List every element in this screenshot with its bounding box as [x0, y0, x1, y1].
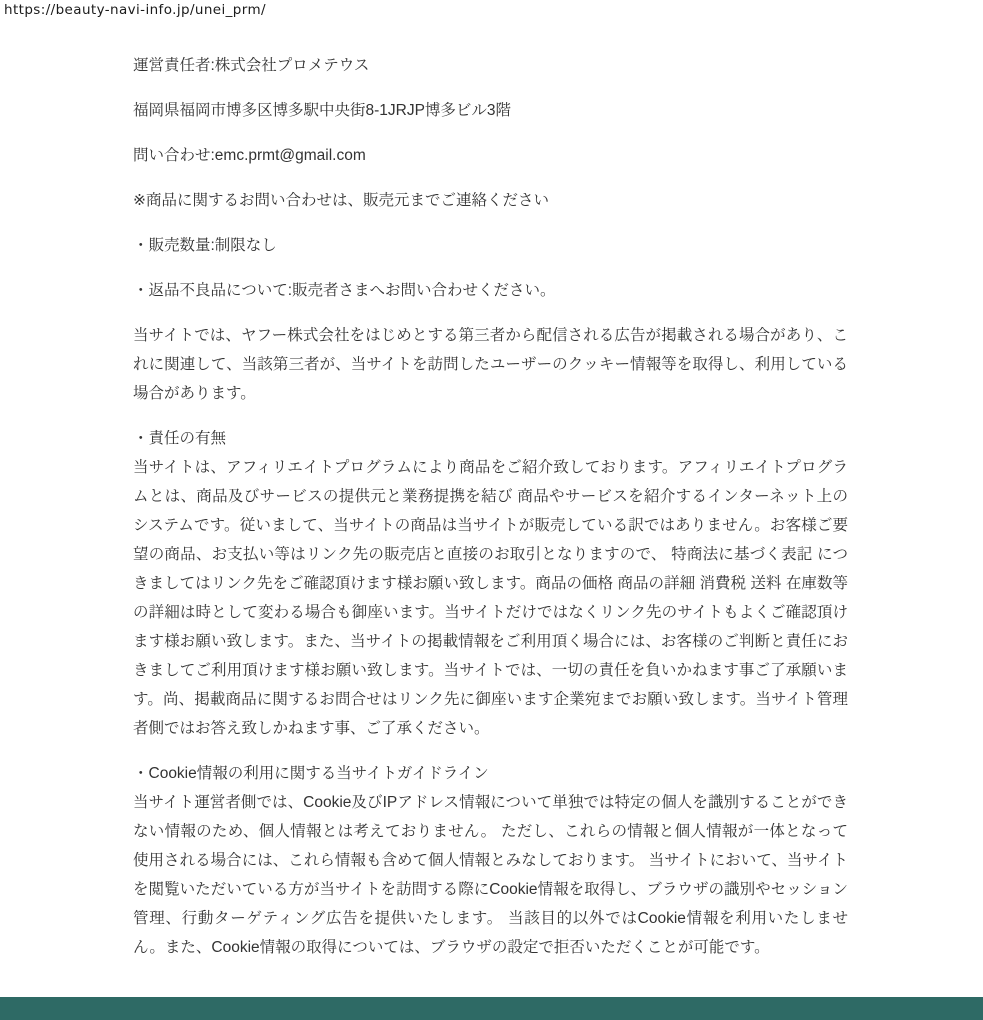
sales-quantity-line: ・販売数量:制限なし [133, 237, 277, 254]
product-inquiry-note: ※商品に関するお問い合わせは、販売元までご連絡ください [133, 192, 549, 209]
liability-section-heading: ・責任の有無 [133, 430, 227, 447]
liability-section [133, 424, 848, 743]
cookie-section-body: 当サイト運営者側では、Cookie及びIPアドレス情報について単独では特定の個人を識別することができない情報のため、個人情報とは考えておりません。 ただし、これらの情報と個人情報が一体となって使用される場合には、これら情報も含めて個人情報とみなしております。 当サイトにおいて、当サイトを閲覧いただいている方が当サイトを訪問する際にCookie情報を取得し、ブラウザの識別やセッション管理、行動ターゲティング広告を提供いたします。 当該目的以外ではCookie情報を利用いたしません。また、Cookie情報の取得については、ブラウザの設定で拒否いただくことが可能です。 [133, 794, 848, 956]
operator-line: 運営責任者:株式会社プロメテウス [133, 57, 370, 74]
main-content [133, 51, 848, 978]
liability-section-body: 当サイトは、アフィリエイトプログラムにより商品をご紹介致しております。アフィリエイトプログラムとは、商品及びサービスの提供元と業務提携を結び 商品やサービスを紹介するインターネット上のシステムです。従いまして、当サイトの商品は当サイトが販売している訳ではありません。お客様ご要望の商品、お支払い等はリンク先の販売店と直接のお取引となりますので、 特商法に基づく表記 につきましてはリンク先をご確認頂けます様お願い致します。商品の価格 商品の詳細 消費税 送料 在庫数等の詳細は時として変わる場合も御座います。当サイトだけではなくリンク先のサイトもよくご確認頂けます様お願い致します。また、当サイトの掲載情報をご利用頂く場合には、お客様のご判断と責任におきましてご利用頂けます様お願い致します。当サイトでは、一切の責任を負いかねます事ご了承願います。尚、掲載商品に関するお問合せはリンク先に御座います企業宛までお願い致します。当サイト管理者側ではお答え致しかねます事、ご了承ください。 [133, 459, 848, 737]
third-party-ads-paragraph: 当サイトでは、ヤフー株式会社をはじめとする第三者から配信される広告が掲載される場合があり、これに関連して、当該第三者が、当サイトを訪問したユーザーのクッキー情報等を取得し、利用している場合があります。 [133, 327, 848, 402]
page-url-text: https://beauty-navi-info.jp/unei_prm/ [4, 2, 266, 18]
footer-bar [0, 997, 983, 1020]
contact-line: 問い合わせ:emc.prmt@gmail.com [133, 147, 366, 164]
returns-line: ・返品不良品について:販売者さまへお問い合わせください。 [133, 282, 556, 299]
address-line: 福岡県福岡市博多区博多駅中央街8-1JRJP博多ビル3階 [133, 102, 512, 119]
cookie-section [133, 759, 848, 962]
cookie-section-heading: ・Cookie情報の利用に関する当サイトガイドライン [133, 765, 489, 782]
